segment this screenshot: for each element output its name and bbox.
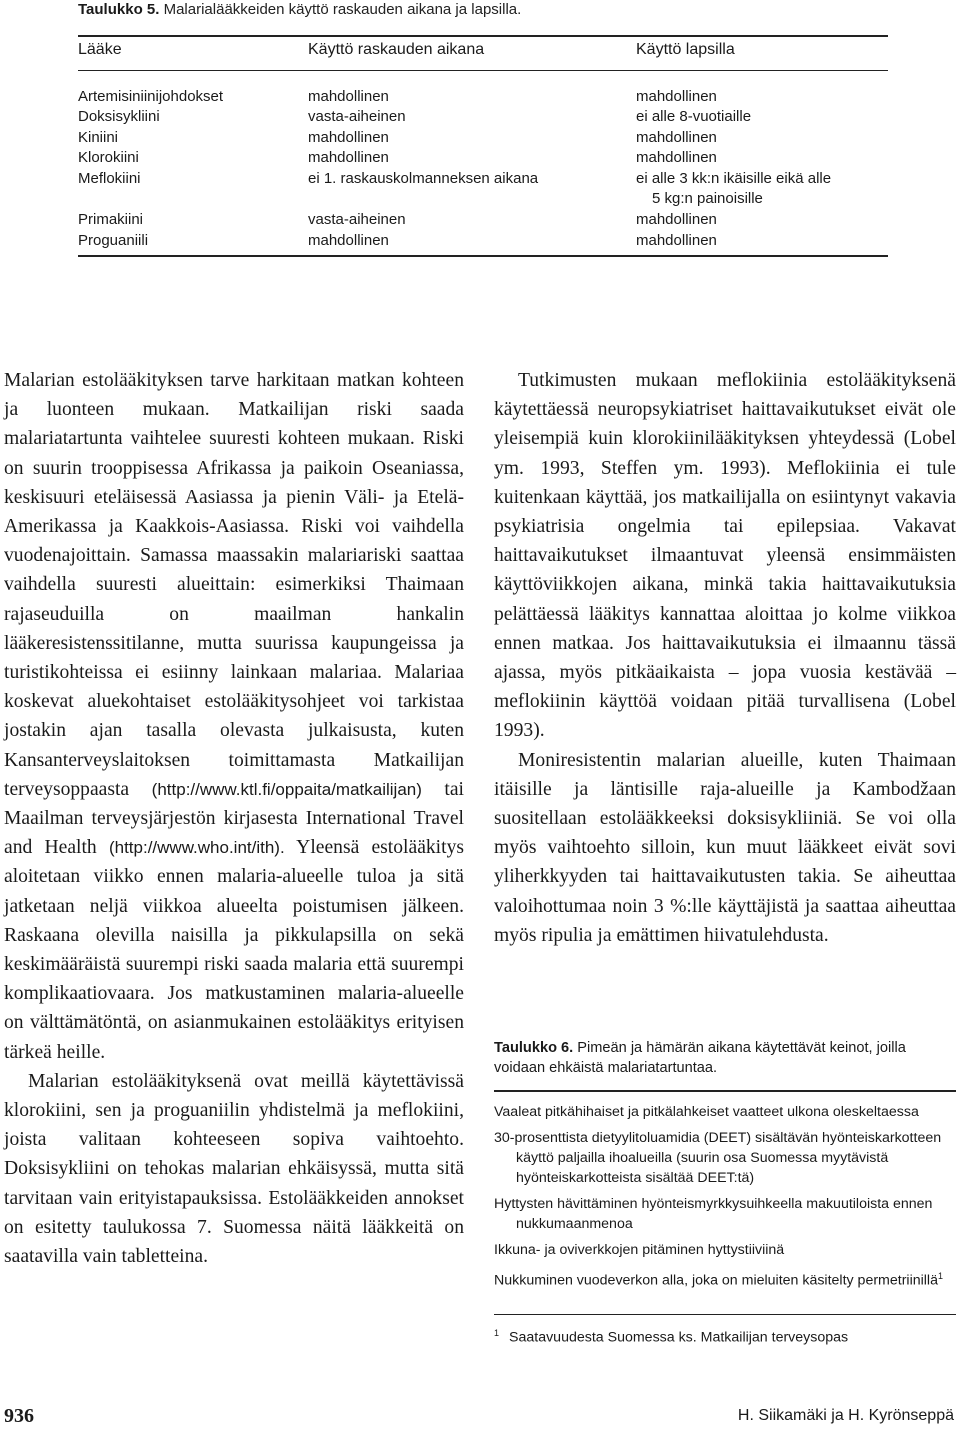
cell-drug: Meflokiini [78,169,141,187]
paragraph-text: tai Maailman terveysjärjestön kirjasesta International Travel and Health [4,778,464,859]
table-row [78,107,888,128]
cell-drug: Kiniini [78,128,119,146]
paragraph: Tutkimusten mukaan meflokiinia estolääkityksenä käytettäessä neuropsykiatriset haittavaikutukset eivät ole yleisempiä kuin klorokiinilääkityksen yhteydessä (Lobel ym. 1993, Steffen ym. 1993). Meflokiinia ei tule kuitenkaan käyttää, jos matkailijalla on esiintynyt vakavia psykiatrisia ongelmia tai epilepsiaa. Vakavat haittavaikutukset ilmaantuvat yleensä ensimmäisten käyttöviikkojen aikana, minkä takia haittavaikutuksia pelättäessä lääkitys kannattaa aloittaa jo kolme viikkoa ennen matkaa. Jos haittavaikutuksia ei ilmaannu tässä ajassa, myös pitkäaikaista – jopa vuosia kestävää – meflokiinin käyttöä voidaan pitää turvallisena (Lobel 1993). [494,370,956,742]
table5-body [78,71,888,256]
table5-header-row [78,37,888,70]
cell-children: mahdollinen [636,231,717,249]
table6-footnote [494,1323,956,1348]
cell-drug: Primakiini [78,211,144,229]
table-row [78,128,888,149]
footnote-ref: 1 [937,1270,943,1281]
paragraph-text: Malarian estolääkityksen tarve harkitaan matkan kohteen ja luonteen mukaan. Matkailijan riski saada malariatartunta vaihtelee suuresti kohteen mukaan. Riski on suurin trooppisessa Afrikassa ja paikoin Oseaniassa, keskisuuri eteläisessä Aasiassa ja pienin Väli- ja Etelä-Amerikassa ja Kaakkois-Aasiassa. Riski voi vaihdella vuodenajoittain. Samassa maassakin malariariski saattaa vaihdella suuresti alueittain: esimerkiksi Thaimaan rajaseuduilla on maailman hankalin lääkeresistenssitilanne, mutta suurissa kaupungeissa ja turistikohteissa ei esiinny lainkaan malariaa. Malariaa koskevat aluekohtaiset estolääkitysohjeet voi tarkistaa jostakin ajan tasalla olevasta julkaisusta, kuten Kansanterveyslaitoksen toimittamasta Matkailijan terveysoppaasta [4,370,464,800]
cell-drug: Proguaniili [78,231,149,249]
table-row [78,169,888,210]
table6-caption-label: Taulukko 6. [494,1040,574,1056]
list-item: Ikkuna- ja oviverkkojen pitäminen hyttystiiviinä [494,1241,785,1258]
who-link[interactable]: (http://www.who.int/ith). [108,838,285,858]
table5-caption-text: Malarialääkkeiden käyttö raskauden aikana ja lapsilla. [163,1,522,18]
table6-caption-text: Pimeän ja hämärän aikana käytettävät keinot, joilla voidaan ehkäistä malariatartuntaa. [494,1040,906,1076]
table-row [78,87,888,108]
table-row [78,231,888,252]
cell-children: mahdollinen [636,211,717,229]
ktl-link[interactable]: (http://www.ktl.fi/oppaita/matkailijan) [151,779,422,799]
cell-pregnancy: mahdollinen [308,87,389,105]
cell-drug: Artemisiniinijohdokset [78,87,224,105]
right-text-column [494,366,956,950]
table5-caption [78,0,521,20]
table5-bottom-rule [78,255,888,257]
paragraph: Moniresistentin malarian alueille, kuten Thaimaan itäisille ja läntisille raja-alueille ja Kambodžaan suositellaan estolääkkeeksi doksisykliiniä. Se voi olla myös vaihtoehto silloin, kun muut lääkkeet eivät sovi yliherkkyyden tai haittavaikutusten takia. Se aiheuttaa valoihottumaa noin 3 %:lle käyttäjistä ja saattaa aiheuttaa myös ripulia ja emättimen hiivatulehdusta. [494,749,956,946]
table6-bottom-rule [494,1314,956,1315]
table6-caption [494,1038,956,1078]
cell-pregnancy: ei 1. raskauskolmanneksen aikana [308,169,539,187]
table5 [78,35,888,257]
header-pregnancy: Käyttö raskauden aikana [308,40,485,58]
running-footer-authors: H. Siikamäki ja H. Kyrönseppä [737,1407,954,1424]
footnote-mark: 1 [494,1328,500,1339]
cell-pregnancy: mahdollinen [308,231,389,249]
table-row [78,210,888,231]
table6 [494,1038,956,1348]
cell-drug: Klorokiini [78,149,139,167]
cell-pregnancy: vasta-aiheinen [308,108,406,126]
cell-pregnancy: mahdollinen [308,149,389,167]
table5-caption-label: Taulukko 5. [78,1,160,18]
paragraph [4,366,464,1067]
list-item: 30-prosenttista dietyylitoluamidia (DEET) sisältävän hyönteiskarkotteen käyttö paljailla ihoalueilla (suurin osa Suomessa myytävistä hyönteiskarkotteista sisältää DEET:tä) [494,1129,942,1186]
list-item: Hyttysten hävittäminen hyönteismyrkkysuihkeella makuutiloista ennen nukkumaanmenoa [494,1195,933,1232]
footnote-text: Saatavuudesta Suomessa ks. Matkailijan terveysopas [509,1329,849,1346]
list-item-text: Nukkuminen vuodeverkon alla, joka on mieluiten käsitelty permetriinillä [494,1272,938,1289]
cell-children: mahdollinen [636,87,717,105]
table-row [78,148,888,169]
cell-children [636,169,831,210]
list-item: Vaaleat pitkähihaiset ja pitkälahkeiset vaatteet ulkona oleskeltaessa [494,1103,919,1120]
cell-children: mahdollinen [636,149,717,167]
page-number: 936 [4,1405,34,1427]
header-drug: Lääke [78,40,122,58]
left-text-column [4,366,464,1271]
cell-pregnancy: mahdollinen [308,128,389,146]
header-children: Käyttö lapsilla [636,40,735,58]
cell-children: ei alle 8-vuotiaille [636,108,752,126]
cell-children-line1: ei alle 3 kk:n ikäisille eikä alle [636,169,832,187]
cell-children: mahdollinen [636,128,717,146]
cell-drug: Doksisykliini [78,108,160,126]
table6-list [494,1092,956,1303]
list-item [494,1266,956,1291]
cell-pregnancy: vasta-aiheinen [308,211,406,229]
paragraph: Malarian estolääkityksenä ovat meillä käytettävissä klorokiini, sen ja proguaniilin yhdistelmä ja meflokiini, joista valitaan kohteeseen sopiva vaihtoehto. Doksisykliini on tehokas malarian ehkäisyssä, mutta sitä tarvitaan vain erityistapauksissa. Estolääkkeiden annokset on esitetty taulukossa 7. Suomessa näitä lääkkeitä on saatavilla vain tabletteina. [4,1070,464,1268]
paragraph-text: Yleensä estolääkitys aloitetaan viikko ennen malaria-alueelle tuloa ja sitä jatketaan neljä viikkoa alueelta poistumisen jälkeen. Raskaana olevilla naisilla ja pikkulapsilla on sekä keskimääräistä suurempi riski saada malaria että suurempi komplikaatiovaara. Jos matkustaminen malaria-alueelle on välttämätöntä, on asianmukainen estolääkitys erityisen tärkeä heille. [4,837,464,1063]
cell-children-line2: 5 kg:n painoisille [652,190,763,208]
